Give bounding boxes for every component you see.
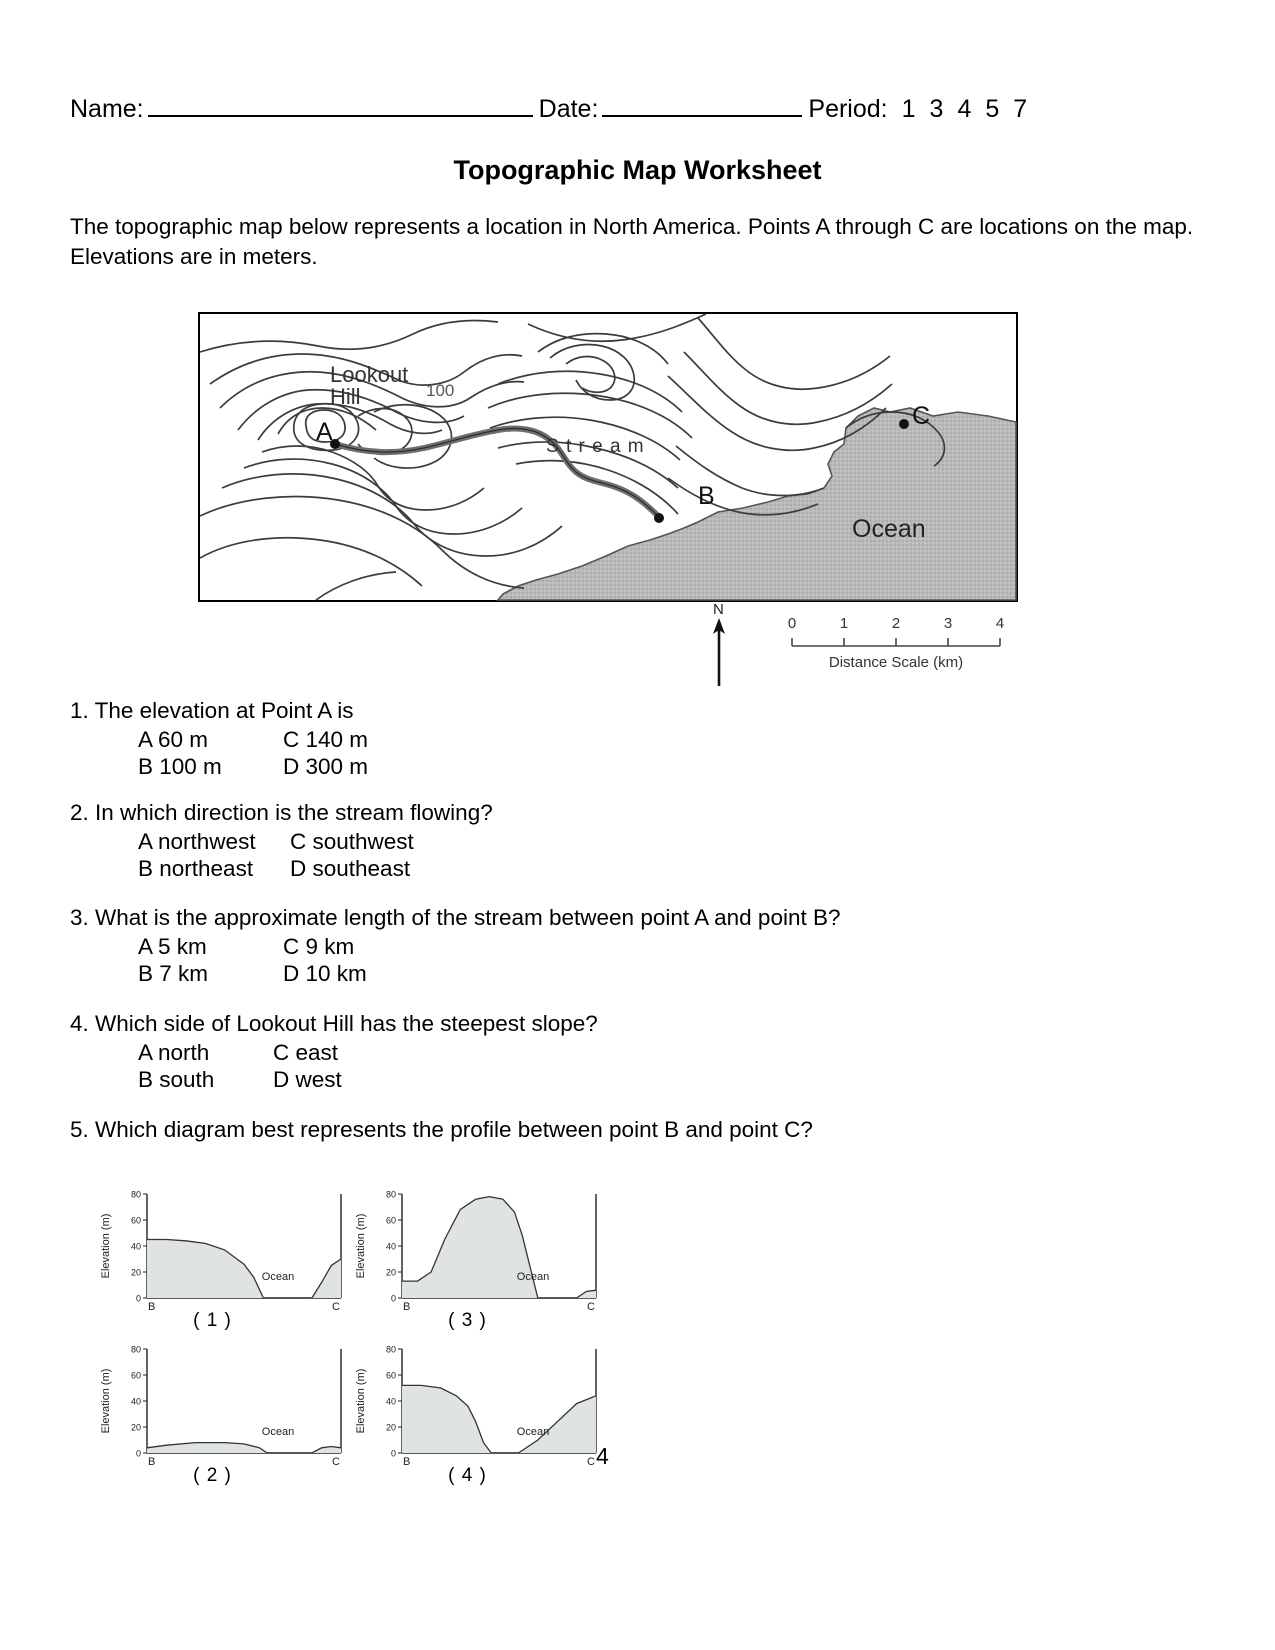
question-2-option-a[interactable]: A northwest: [138, 829, 256, 854]
name-blank[interactable]: [148, 95, 533, 117]
profile-chart-3: [350, 1180, 605, 1330]
y-tick-label: 40: [385, 1241, 396, 1252]
option-row: [138, 753, 1210, 780]
point-a-label: A: [316, 418, 333, 446]
profile-caption-1: ( 1 ): [193, 1310, 232, 1331]
question-2-option-d[interactable]: D southeast: [290, 856, 411, 881]
scale-tick-2: 2: [891, 615, 901, 632]
x-tick-label-c: C: [587, 1456, 595, 1468]
question-1: [70, 698, 1210, 780]
question-4-option-c[interactable]: C east: [273, 1040, 339, 1065]
scale-tick-0: 0: [787, 615, 797, 632]
profile-caption-4: ( 4 ): [448, 1465, 487, 1486]
profile-choice-1[interactable]: [95, 1180, 350, 1330]
option-row: [138, 726, 1210, 753]
distance-scale: [780, 612, 1025, 682]
y-tick-label: 0: [390, 1293, 396, 1304]
point-c-label: C: [912, 402, 931, 430]
question-4-number: 4.: [70, 1011, 89, 1036]
x-tick-label-b: B: [403, 1301, 411, 1313]
date-label: Date:: [538, 95, 599, 123]
option-row: [138, 855, 1210, 882]
profile-chart-1: [95, 1180, 350, 1330]
question-3-text: What is the approximate length of the stream between point A and point B?: [95, 905, 841, 930]
y-tick-label: 40: [385, 1396, 396, 1407]
map-svg: [198, 312, 1018, 602]
lookout-hill-label-line2: Hill: [330, 384, 361, 409]
option-row: [138, 933, 1210, 960]
point-c-marker: [899, 419, 909, 429]
y-tick-label: 80: [385, 1189, 396, 1200]
option-row: [138, 1066, 1210, 1093]
point-b-marker: [654, 513, 664, 523]
x-tick-label-c: C: [332, 1456, 340, 1468]
question-4: [70, 1011, 1210, 1093]
question-3-option-d[interactable]: D 10 km: [283, 961, 367, 986]
date-blank[interactable]: [602, 95, 802, 117]
y-tick-label: 0: [135, 1293, 141, 1304]
question-5-number: 5.: [70, 1117, 89, 1142]
question-4-option-d[interactable]: D west: [273, 1067, 342, 1092]
scale-ruler: [792, 638, 1000, 646]
question-2-option-b[interactable]: B northeast: [138, 856, 254, 881]
question-3-option-a[interactable]: A 5 km: [138, 934, 207, 959]
period-selector: [808, 95, 1027, 124]
question-5: [70, 1117, 1210, 1145]
profile-choice-3[interactable]: [350, 1180, 605, 1330]
question-3-option-c[interactable]: C 9 km: [283, 934, 355, 959]
question-3-stem: [70, 905, 1210, 931]
profile-caption-2: ( 2 ): [193, 1465, 232, 1486]
y-tick-label: 60: [385, 1215, 396, 1226]
point-b-label: B: [698, 482, 715, 510]
y-tick-label: 0: [390, 1448, 396, 1459]
question-1-option-c[interactable]: C 140 m: [283, 727, 369, 752]
question-2-text: In which direction is the stream flowing?: [95, 800, 493, 825]
x-tick-label-c: C: [332, 1301, 340, 1313]
period-option-7[interactable]: 7: [1013, 95, 1028, 123]
ocean-annotation: Ocean: [261, 1271, 295, 1283]
stream-label: S t r e a m: [546, 436, 645, 457]
question-1-text: The elevation at Point A is: [94, 698, 354, 723]
name-label: Name:: [70, 95, 144, 123]
terrain-fill: [402, 1385, 596, 1453]
question-1-options: [138, 726, 1210, 780]
y-axis-label: Elevation (m): [355, 1368, 367, 1434]
question-5-stem: [70, 1117, 1210, 1143]
option-row: [138, 1039, 1210, 1066]
option-row: [138, 828, 1210, 855]
ocean-annotation: Ocean: [516, 1271, 550, 1283]
question-3-number: 3.: [70, 905, 89, 930]
ocean-annotation: Ocean: [516, 1426, 550, 1438]
question-1-option-a[interactable]: A 60 m: [138, 727, 209, 752]
question-4-stem: [70, 1011, 1210, 1037]
ocean-annotation: Ocean: [261, 1426, 295, 1438]
profile-caption-3: ( 3 ): [448, 1310, 487, 1331]
question-4-options: [138, 1039, 1210, 1093]
scale-tick-labels: [788, 615, 1004, 632]
profile-choice-2[interactable]: [95, 1335, 350, 1485]
question-2-number: 2.: [70, 800, 89, 825]
y-axis-label: Elevation (m): [355, 1213, 367, 1279]
question-1-stem: [70, 698, 1210, 724]
period-label: Period:: [808, 95, 888, 123]
y-tick-label: 20: [130, 1422, 141, 1433]
y-tick-label: 60: [130, 1215, 141, 1226]
question-2-option-c[interactable]: C southwest: [290, 829, 414, 854]
question-4-option-a[interactable]: A north: [138, 1040, 210, 1065]
page-title: Topographic Map Worksheet: [453, 155, 822, 185]
question-1-number: 1.: [70, 698, 89, 723]
y-axis-label: Elevation (m): [100, 1368, 112, 1434]
topographic-map: [198, 312, 1018, 602]
distance-scale-caption: Distance Scale (km): [828, 654, 964, 671]
profile-chart-4: [350, 1335, 605, 1485]
option-row: [138, 960, 1210, 987]
page-number: 4: [596, 1443, 609, 1469]
y-tick-label: 0: [135, 1448, 141, 1459]
y-tick-label: 80: [130, 1344, 141, 1355]
question-3-options: [138, 933, 1210, 987]
period-option-3[interactable]: 3: [929, 95, 944, 123]
question-3-option-b[interactable]: B 7 km: [138, 961, 209, 986]
period-option-1[interactable]: 1: [901, 95, 916, 123]
y-axis-label: Elevation (m): [100, 1213, 112, 1279]
compass-north-arrow: [700, 600, 740, 690]
y-tick-label: 20: [130, 1267, 141, 1278]
question-2-options: [138, 828, 1210, 882]
y-tick-label: 20: [385, 1422, 396, 1433]
x-tick-label-b: B: [148, 1456, 156, 1468]
terrain-fill: [402, 1197, 596, 1298]
y-tick-label: 20: [385, 1267, 396, 1278]
x-tick-label-b: B: [148, 1301, 156, 1313]
compass-north-label: N: [713, 601, 724, 618]
y-tick-label: 40: [130, 1396, 141, 1407]
y-tick-label: 60: [385, 1370, 396, 1381]
period-option-5[interactable]: 5: [985, 95, 1000, 123]
question-1-option-d[interactable]: D 300 m: [283, 754, 369, 779]
question-2-stem: [70, 800, 1210, 826]
ocean-label: Ocean: [852, 515, 926, 543]
contour-100-label: 100: [426, 381, 455, 400]
profile-diagram-choices: [95, 1180, 715, 1500]
terrain-fill: [147, 1240, 341, 1299]
y-tick-label: 80: [130, 1189, 141, 1200]
y-tick-label: 80: [385, 1344, 396, 1355]
question-4-option-b[interactable]: B south: [138, 1067, 215, 1092]
x-tick-label-c: C: [587, 1301, 595, 1313]
profile-choice-4[interactable]: [350, 1335, 605, 1485]
period-option-4[interactable]: 4: [957, 95, 972, 123]
question-5-text: Which diagram best represents the profile between point B and point C?: [95, 1117, 813, 1142]
question-4-text: Which side of Lookout Hill has the steepest slope?: [95, 1011, 598, 1036]
scale-tick-1: 1: [839, 615, 849, 632]
intro-paragraph: The topographic map below represents a location in North America. Points A through C are locations on the map. Elevations are in meters.: [70, 214, 1194, 269]
y-tick-label: 60: [130, 1370, 141, 1381]
scale-tick-4: 4: [995, 615, 1005, 632]
question-3: [70, 905, 1210, 987]
question-2: [70, 800, 1210, 882]
x-tick-label-b: B: [403, 1456, 411, 1468]
scale-tick-3: 3: [943, 615, 953, 632]
y-tick-label: 40: [130, 1241, 141, 1252]
question-1-option-b[interactable]: B 100 m: [138, 754, 222, 779]
profile-chart-2: [95, 1335, 350, 1485]
lookout-hill-label-line1: Lookout: [330, 362, 409, 387]
student-info-header: [70, 95, 1210, 124]
